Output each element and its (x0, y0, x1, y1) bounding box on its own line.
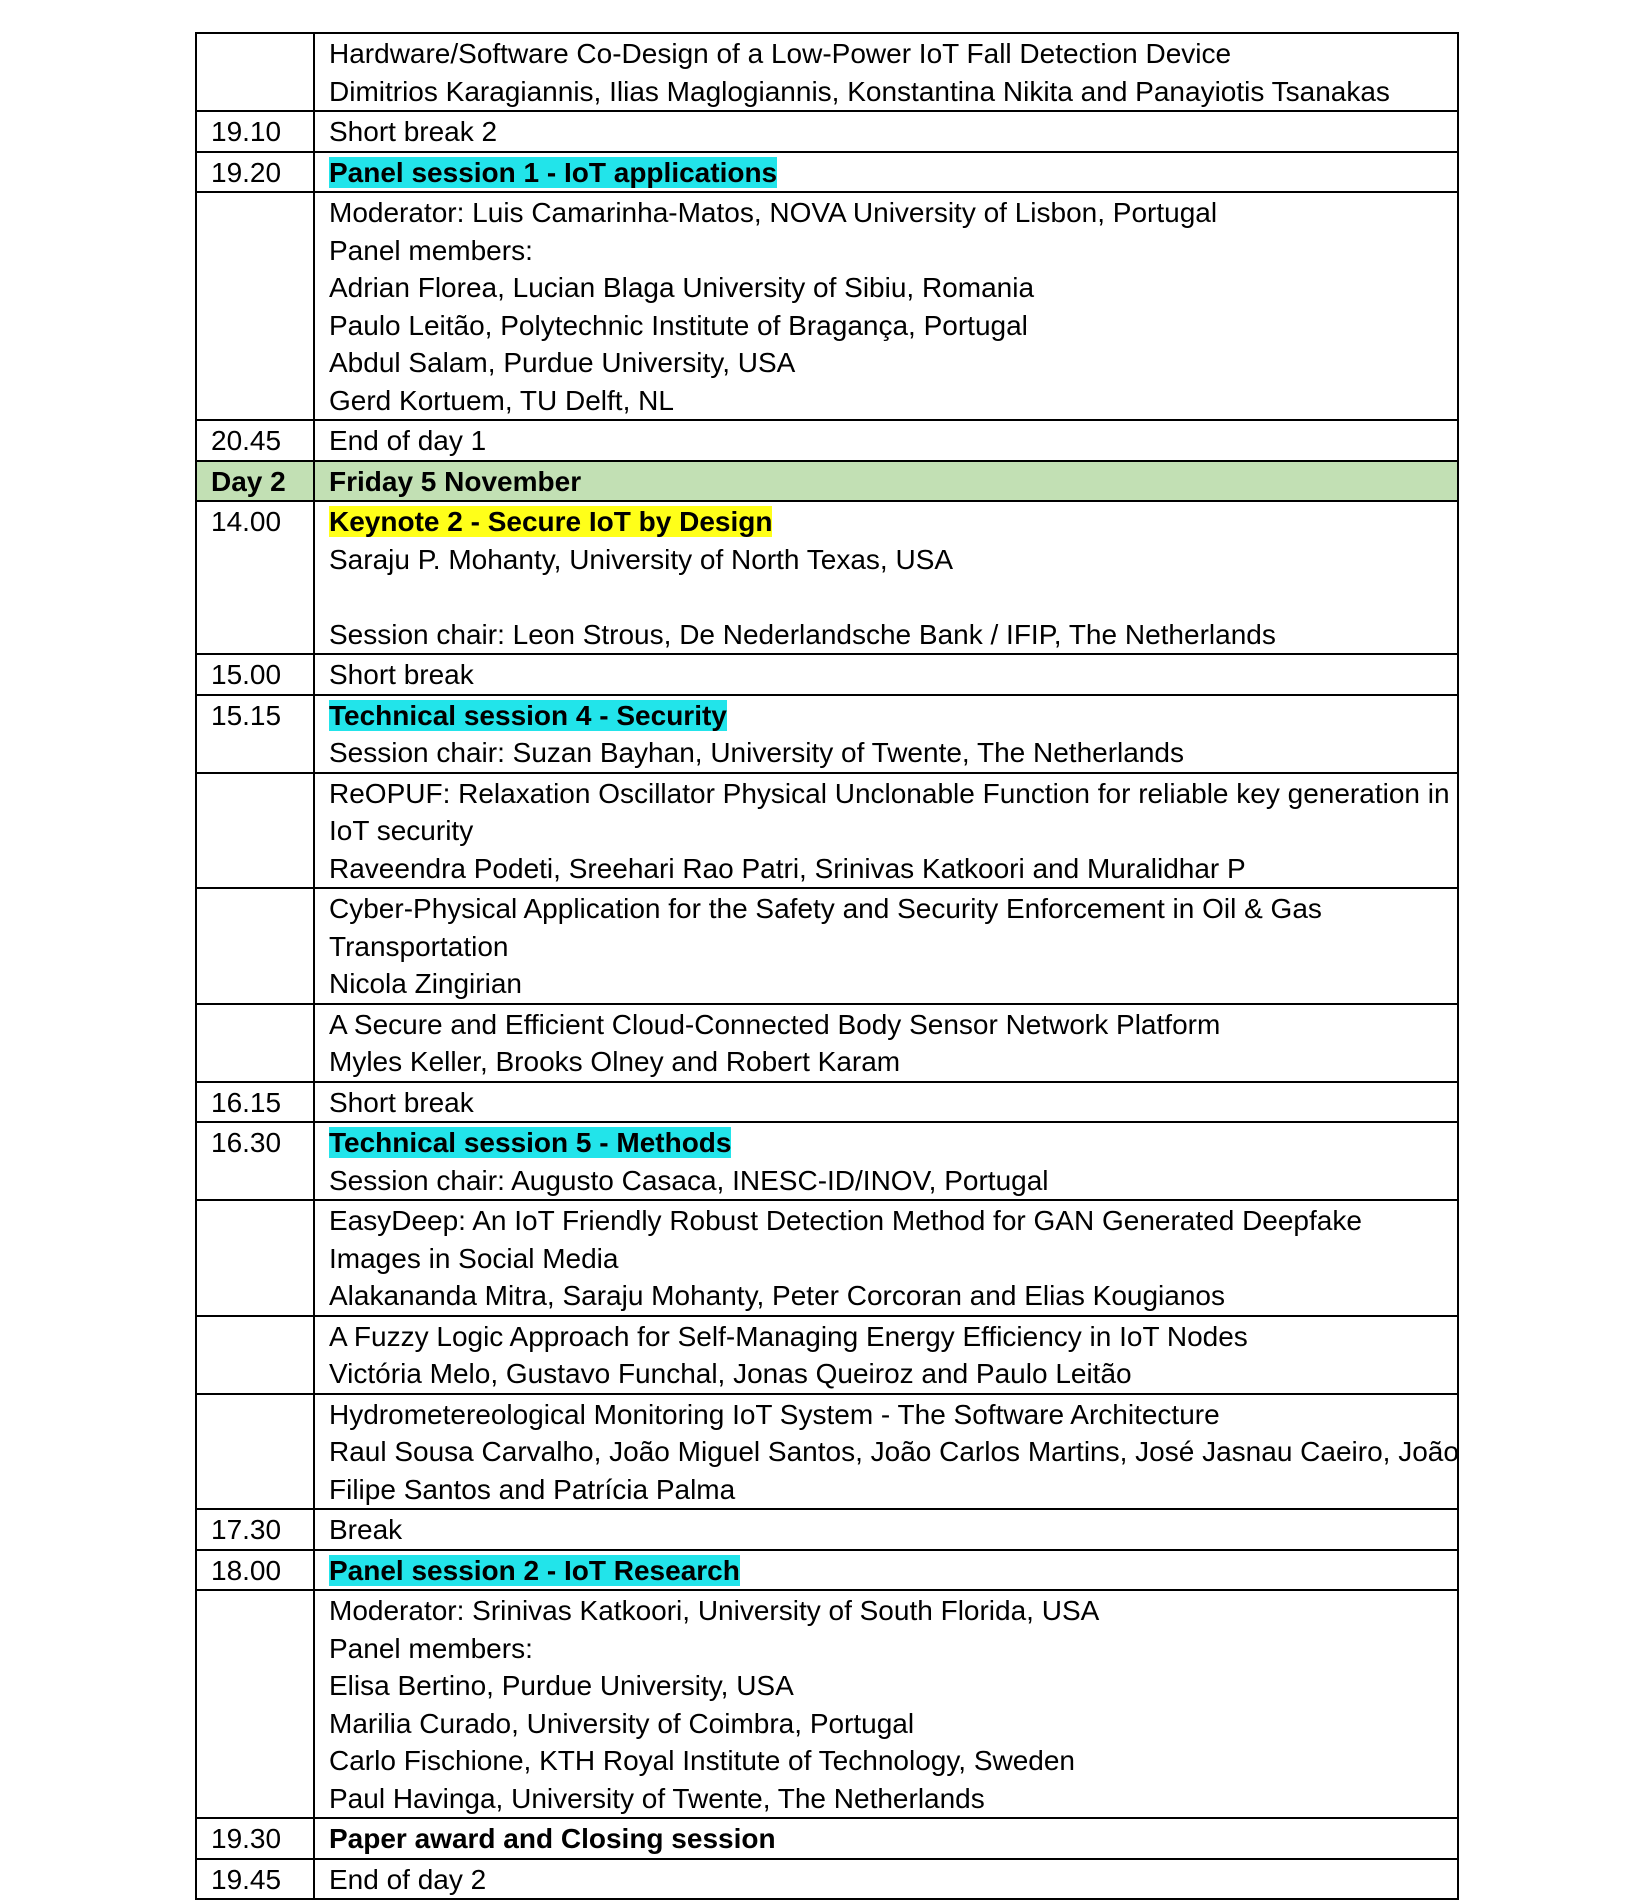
line-text: Victória Melo, Gustavo Funchal, Jonas Queiroz and Paulo Leitão (329, 1358, 1132, 1389)
content-line (329, 775, 1450, 813)
line-text: Hardware/Software Co-Design of a Low-Power IoT Fall Detection Device (329, 38, 1232, 69)
schedule-row (196, 1509, 1458, 1550)
content-line (329, 734, 1447, 772)
time-cell: 15.15 (196, 695, 314, 773)
session-title: Keynote 2 - Secure IoT by Design (329, 506, 773, 537)
content-cell (314, 1818, 1458, 1859)
line-text: Adrian Florea, Lucian Blaga University of Sibiu, Romania (329, 272, 1035, 303)
line-text: Marilia Curado, University of Coimbra, Portugal (329, 1707, 915, 1739)
content-line (329, 1202, 1447, 1240)
content-line (329, 541, 1447, 579)
content-line (329, 697, 1447, 735)
content-cell (314, 152, 1458, 193)
content-line (329, 113, 1447, 151)
content-cell (314, 1316, 1458, 1394)
time-cell (196, 773, 314, 889)
time-cell: 19.10 (196, 111, 314, 152)
content-line (329, 1084, 1447, 1122)
time-cell: 15.00 (196, 654, 314, 695)
content-cell (314, 1200, 1458, 1316)
content-line (329, 269, 1447, 307)
schedule-table (195, 32, 1459, 1900)
line-text: Myles Keller, Brooks Olney and Robert Karam (329, 1046, 901, 1077)
content-line (329, 812, 1447, 850)
content-line (329, 232, 1447, 270)
line-text: IoT security (329, 815, 474, 846)
schedule-row (196, 1818, 1458, 1859)
content-line (329, 1820, 1447, 1858)
line-text: Panel members: (329, 234, 533, 266)
line-text: Transportation (329, 930, 509, 962)
time-cell (196, 1394, 314, 1510)
schedule-row (196, 33, 1458, 111)
content-line (329, 1742, 1447, 1780)
content-line (329, 656, 1447, 694)
line-text: Friday 5 November (329, 465, 582, 497)
content-line (329, 616, 1447, 654)
line-text: Images in Social Media (329, 1242, 619, 1274)
line-text: Paul Havinga, University of Twente, The Netherlands (329, 1782, 985, 1814)
content-cell (314, 1004, 1458, 1082)
content-line (329, 344, 1447, 382)
time-cell (196, 1200, 314, 1316)
line-text: Short break (329, 1086, 474, 1118)
content-line (329, 1861, 1447, 1899)
content-line (329, 1552, 1447, 1590)
content-cell (314, 1394, 1458, 1510)
content-line (329, 850, 1447, 888)
content-cell (314, 773, 1458, 889)
session-title: Technical session 4 - Security (329, 699, 727, 731)
content-cell (314, 654, 1458, 695)
time-cell: 19.30 (196, 1818, 314, 1859)
time-cell (196, 1316, 314, 1394)
time-cell (196, 33, 314, 111)
line-text: Short break 2 (329, 116, 498, 147)
line-text: Session chair: Leon Strous, De Nederlandsche Bank / IFIP, The Netherlands (329, 618, 1276, 650)
time-cell: 16.15 (196, 1082, 314, 1123)
content-line (329, 35, 1447, 73)
content-line (329, 890, 1447, 928)
day-header-row (196, 461, 1458, 502)
content-line (329, 154, 1447, 192)
line-text: A Secure and Efficient Cloud-Connected Body Sensor Network Platform (329, 1008, 1221, 1040)
line-text: Moderator: Luis Camarinha-Matos, NOVA University of Lisbon, Portugal (329, 197, 1218, 228)
day-label: Day 2 (196, 461, 314, 502)
line-text: ReOPUF: Relaxation Oscillator Physical Unclonable Function for reliable key generation in (329, 777, 1450, 809)
line-text: Elisa Bertino, Purdue University, USA (329, 1670, 794, 1701)
line-text: Moderator: Srinivas Katkoori, University of South Florida, USA (329, 1595, 1100, 1626)
content-line (329, 73, 1447, 111)
time-cell: 17.30 (196, 1509, 314, 1550)
content-line (329, 307, 1447, 345)
content-cell (314, 1122, 1458, 1200)
content-line (329, 1043, 1447, 1081)
line-text: Panel members: (329, 1632, 533, 1664)
line-text: Session chair: Suzan Bayhan, University of Twente, The Netherlands (329, 737, 1184, 768)
content-cell (314, 420, 1458, 461)
content-line (329, 1433, 1459, 1471)
schedule-row (196, 695, 1458, 773)
content-cell (314, 1859, 1458, 1900)
line-text: Abdul Salam, Purdue University, USA (329, 347, 796, 378)
content-line (329, 1006, 1447, 1044)
line-text: Raveendra Podeti, Sreehari Rao Patri, Srinivas Katkoori and Muralidhar P (329, 852, 1246, 884)
content-line (329, 1630, 1447, 1668)
line-text: End of day 1 (329, 425, 487, 456)
content-line (329, 1396, 1447, 1434)
schedule-row (196, 192, 1458, 420)
time-cell (196, 888, 314, 1004)
time-cell: 18.00 (196, 1550, 314, 1591)
schedule-row (196, 888, 1458, 1004)
content-line (329, 1124, 1447, 1162)
line-text: Break (329, 1514, 403, 1545)
content-line (329, 1471, 1447, 1509)
content-line (329, 382, 1447, 420)
schedule-row (196, 654, 1458, 695)
line-text: EasyDeep: An IoT Friendly Robust Detection Method for GAN Generated Deepfake (329, 1205, 1362, 1236)
content-line (329, 578, 1447, 616)
content-cell (314, 695, 1458, 773)
content-line (329, 1667, 1447, 1705)
schedule-row (196, 1082, 1458, 1123)
time-cell: 16.30 (196, 1122, 314, 1200)
line-text: Hydrometereological Monitoring IoT System - The Software Architecture (329, 1398, 1220, 1430)
line-text: End of day 2 (329, 1863, 487, 1895)
schedule-row (196, 1122, 1458, 1200)
schedule-row (196, 1859, 1458, 1900)
content-line (329, 463, 1447, 501)
line-text: Raul Sousa Carvalho, João Miguel Santos, João Carlos Martins, José Jasnau Caeiro, João (329, 1436, 1459, 1467)
line-text: A Fuzzy Logic Approach for Self-Managing Energy Efficiency in IoT Nodes (329, 1320, 1248, 1352)
session-title: Technical session 5 - Methods (329, 1127, 732, 1158)
session-title: Panel session 1 - IoT applications (329, 156, 778, 188)
content-line (329, 1240, 1447, 1278)
line-text: Filipe Santos and Patrícia Palma (329, 1473, 736, 1505)
line-text: Short break (329, 659, 474, 690)
content-line (329, 1780, 1447, 1818)
time-cell: 19.20 (196, 152, 314, 193)
content-line (329, 1705, 1447, 1743)
time-cell: 20.45 (196, 420, 314, 461)
content-cell (314, 1550, 1458, 1591)
time-cell (196, 1590, 314, 1818)
schedule-body (196, 33, 1458, 1899)
time-cell (196, 1004, 314, 1082)
content-cell (314, 888, 1458, 1004)
content-cell (314, 111, 1458, 152)
time-cell: 19.45 (196, 1859, 314, 1900)
schedule-row (196, 420, 1458, 461)
content-line (329, 503, 1447, 541)
line-text: Cyber-Physical Application for the Safety and Security Enforcement in Oil & Gas (329, 893, 1322, 924)
content-line (329, 965, 1447, 1003)
content-line (329, 1592, 1447, 1630)
content-line (329, 1277, 1447, 1315)
content-line (329, 1511, 1447, 1549)
content-line (329, 422, 1447, 460)
content-line (329, 1162, 1447, 1200)
schedule-row (196, 1004, 1458, 1082)
line-text: Session chair: Augusto Casaca, INESC-ID/INOV, Portugal (329, 1164, 1049, 1196)
schedule-row (196, 1550, 1458, 1591)
content-cell (314, 1509, 1458, 1550)
line-text: Gerd Kortuem, TU Delft, NL (329, 384, 674, 416)
content-cell (314, 192, 1458, 420)
content-line (329, 1355, 1447, 1393)
line-text: Dimitrios Karagiannis, Ilias Maglogiannis, Konstantina Nikita and Panayiotis Tsanakas (329, 75, 1390, 107)
line-text: Paulo Leitão, Polytechnic Institute of Bragança, Portugal (329, 309, 1028, 341)
schedule-row (196, 773, 1458, 889)
content-line (329, 928, 1447, 966)
day-date-cell (314, 461, 1458, 502)
line-text: Carlo Fischione, KTH Royal Institute of Technology, Sweden (329, 1745, 1076, 1776)
line-text: Nicola Zingirian (329, 968, 522, 999)
line-text: Paper award and Closing session (329, 1823, 776, 1854)
time-cell (196, 192, 314, 420)
line-text: Saraju P. Mohanty, University of North Texas, USA (329, 543, 954, 575)
session-title: Panel session 2 - IoT Research (329, 1554, 740, 1586)
content-line (329, 194, 1447, 232)
line-text: Alakananda Mitra, Saraju Mohanty, Peter Corcoran and Elias Kougianos (329, 1280, 1225, 1311)
schedule-row (196, 1394, 1458, 1510)
content-cell (314, 33, 1458, 111)
schedule-row (196, 501, 1458, 654)
schedule-row (196, 1590, 1458, 1818)
time-cell: 14.00 (196, 501, 314, 654)
schedule-row (196, 1316, 1458, 1394)
content-line (329, 1318, 1447, 1356)
content-cell (314, 501, 1458, 654)
schedule-row (196, 111, 1458, 152)
schedule-row (196, 1200, 1458, 1316)
content-cell (314, 1590, 1458, 1818)
content-cell (314, 1082, 1458, 1123)
schedule-row (196, 152, 1458, 193)
